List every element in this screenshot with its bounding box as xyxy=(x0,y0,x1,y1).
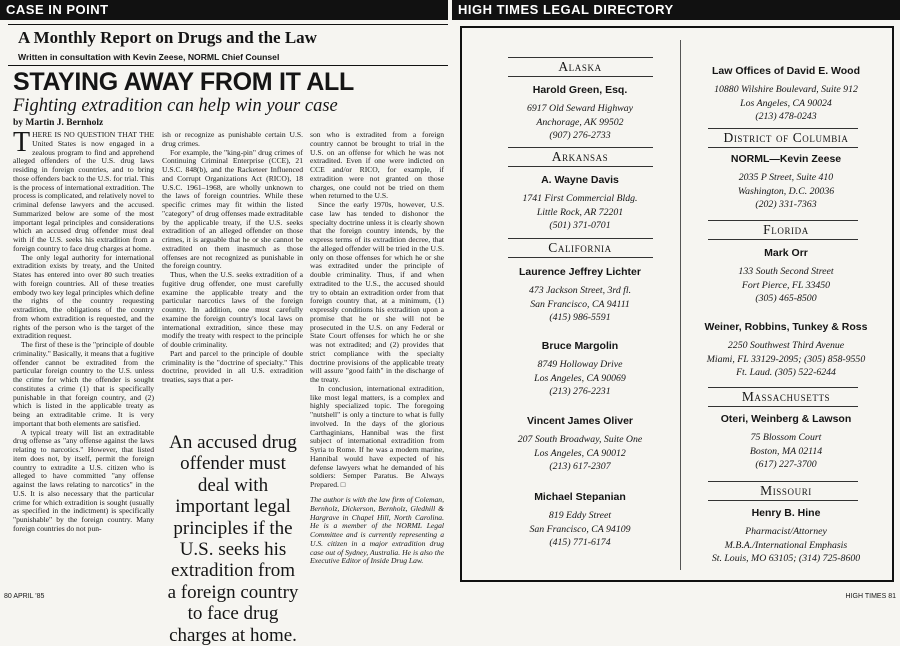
col3-paragraph: Since the early 1970s, however, U.S. case law has tended to dishonor the specialty doctrine unless it is clearly shown that the foreign country intends, by the express terms of its extradition decree, that the alleged offender will be tried in the U.S. only on those offenses for which he or she was extradited under the principle of double criminality. Thus, if and when extradited to the U.S., the accused should try to obtain an extradition order from that foreign country that, at a minimum, (1) expressly conditions his extradition upon a promise that he or she will not be prosecuted in the U.S. on any Federal or State Court offenses for which he or she was not extradited; and (2) provides that strict compliance with the specialty doctrine provisions of the applicable treaty will assure "good faith" in the discharge of the treaty. xyxy=(310,200,444,384)
listing-address: 819 Eddy Street xyxy=(548,510,612,521)
listing-city: Little Rock, AR 72201 xyxy=(536,206,624,218)
listing-mark-orr xyxy=(686,246,886,306)
author-note xyxy=(310,496,444,586)
col2-paragraph: Part and parcel to the principle of double criminality is the "doctrine of specialty." This doctrine, provided in all U.S. extradition treaties, says that a per- xyxy=(162,348,303,384)
state-rule xyxy=(708,220,858,221)
state-rule xyxy=(708,500,858,501)
listing-specialty: M.B.A./International Emphasis xyxy=(724,539,848,551)
listing-name: Harold Green, Esq. xyxy=(532,84,628,96)
listing-name: Vincent James Oliver xyxy=(526,415,634,427)
state-rule xyxy=(508,57,653,58)
listing-phone: (213) 617-2307 xyxy=(549,461,611,472)
col3-paragraph: son who is extradited from a foreign country cannot be brought to trial in the U.S. on an offense for which he was not extradited. Even if one were indicted on CCE and/or RICO, for example, if extradition were not granted on those charges, one could not be tried on them when returned to the U.S. xyxy=(310,130,444,201)
listing-address: 1741 First Commercial Bldg. xyxy=(522,193,638,204)
col3-paragraph: In conclusion, international extradition, like most legal matters, is a complex and highly specialized topic. The foregoing "nutshell" is only a tincture to what is fully involved. In the days of the glorious Carthaginians, Hannibal was the first subject of international extradition from Syria to Rome. If he was a modern marine, Hannibal would have expected of his defense lawyers what he demanded of his soldiers: Semper Paratus. Be Always Prepared. □ xyxy=(310,383,444,489)
state-rule xyxy=(708,481,858,482)
listing-city: Miami, FL 33129-2095; (305) 858-9550 xyxy=(706,353,866,365)
listing-phone: (202) 331-7363 xyxy=(755,199,817,210)
listing-city: San Francisco, CA 94111 xyxy=(530,298,630,310)
listing-phone: (617) 227-3700 xyxy=(755,459,817,470)
listing-phone: (305) 465-8500 xyxy=(755,293,817,304)
article-column-2 xyxy=(162,131,303,431)
folio-left: 80 APRIL '85 xyxy=(4,593,45,600)
report-title: A Monthly Report on Drugs and the Law xyxy=(18,28,317,47)
case-in-point-label: CASE IN POINT xyxy=(6,2,109,17)
listing-phone: (501) 371-0701 xyxy=(549,220,611,231)
listing-harold-green xyxy=(470,83,690,143)
listing-name: Mark Orr xyxy=(764,247,808,259)
listing-name: Bruce Margolin xyxy=(541,340,619,352)
state-rule xyxy=(508,147,653,148)
state-rule xyxy=(708,387,858,388)
listing-city: Washington, D.C. 20036 xyxy=(737,185,835,197)
state-california: California xyxy=(548,240,612,255)
listing-name: Weiner, Robbins, Tunkey & Ross xyxy=(704,321,868,333)
listing-city: Los Angeles, CA 90012 xyxy=(534,447,626,459)
drop-cap: T xyxy=(13,127,31,158)
state-rule xyxy=(708,128,858,129)
listing-address: 8749 Holloway Drive xyxy=(537,359,623,370)
listing-city: Los Angeles, CA 90024 xyxy=(740,97,832,109)
col2-paragraph: Thus, when the U.S. seeks extradition of a fugitive drug offender, one must carefully examine the applicable treaty and the particular narcotics laws of the foreign country. In addition, one must carefully examine the foreign country's local laws on international extradition, since these may modify the treaty with respect to the principle of double criminality. xyxy=(162,270,303,349)
listing-address: 473 Jackson Street, 3rd fl. xyxy=(528,285,632,296)
listing-city: Fort Pierce, FL 33450 xyxy=(741,279,831,291)
listing-address: 6917 Old Seward Highway xyxy=(526,103,634,114)
author-note-text: The author is with the law firm of Coleman, Bernholz, Dickerson, Bernholz, Gledhill & Hargrave in Chapel Hill, North Carolina. He is a member of the NORML Legal Committee and is currently representing a U.S. citizen in a major extradition drug case out of Sydney, Australia. He is also the Executive Editor of Inside Drug Law. xyxy=(310,495,444,566)
listing-weiner-robbins xyxy=(686,320,886,380)
listing-david-wood xyxy=(686,64,886,124)
state-arkansas: Arkansas xyxy=(551,149,609,164)
listing-phone: Ft. Laud. (305) 522-6244 xyxy=(736,367,836,378)
listing-name: Laurence Jeffrey Lichter xyxy=(519,266,641,278)
state-district-of-columbia: District of Columbia xyxy=(723,130,849,145)
pull-quote: An accused drug offender must deal with important legal principles if the U.S. seeks his extradition from a foreign country to face drug charges at home. xyxy=(167,432,299,646)
state-rule xyxy=(508,238,653,239)
listing-city-phone: St. Louis, MO 63105; (314) 725-8600 xyxy=(711,553,861,564)
listing-phone: (415) 771-6174 xyxy=(549,537,611,548)
listing-city: San Francisco, CA 94109 xyxy=(529,523,631,535)
col1-paragraph: HERE IS NO QUESTION THAT THE United States is now engaged in a zealous program to find and apprehend alleged offenders of the U.S. drug laws residing in foreign countries, and to bring those offenders back to the U.S. for trial. This is the process of international extradition. The process is complicated, and relatively novel to criminal defense lawyers and the accused. Summarized below are some of the most important legal principles and considerations which an accused drug offender must deal with if the U.S. seeks his extradition from a foreign country to face drug charges at home. xyxy=(13,130,154,253)
listing-wayne-davis xyxy=(470,173,690,233)
listing-city: Los Angeles, CA 90069 xyxy=(534,372,626,384)
listing-phone: (415) 986-5591 xyxy=(549,312,611,323)
col1-paragraph: A typical treaty will list an extraditable drug offense as "any offense against the laws relating to narcotics." However, that listed item does not, by itself, permit the foreign country to extradite a U.S. citizen who is alleged to have committed "any offense against the laws relating to narcotics" in the U.S. It is also necessary that the particular crime for which extradition is sought (usually as specified in the indictment) is specifically "punishable" by the foreign country. Many foreign countries do not pun- xyxy=(13,427,154,533)
state-rule xyxy=(708,147,858,148)
state-rule xyxy=(508,166,653,167)
listing-oteri xyxy=(686,412,886,472)
listing-margolin xyxy=(470,339,690,399)
listing-name: Law Offices of David E. Wood xyxy=(712,65,860,77)
article-column-3 xyxy=(310,130,444,489)
case-in-point-bar xyxy=(0,0,448,20)
listing-city: Boston, MA 02114 xyxy=(749,445,823,457)
col2-paragraph: For example, the "king-pin" drug crimes of Continuing Criminal Enterprise (CCE), 21 U.S.C. 848(b), and the Racketeer Influenced and Corrupt Organizations Act (RICO), 18 U.S.C. 1961–1968, are wholly unknown to the laws of foreign countries. While these specific crimes may fit within the listed "category" of drug offenses made extraditable by the applicable treaty, if the U.S. seeks extradition of an alleged offender on those crimes, it is arguable that he or she cannot be extradited on them inasmuch as those offenses are not recognized as punishable in the foreign country. xyxy=(162,147,303,271)
article-column-1 xyxy=(13,127,154,585)
listing-address: 133 South Second Street xyxy=(738,266,834,277)
listing-lichter xyxy=(470,265,690,325)
state-rule xyxy=(508,76,653,77)
listing-address: 2250 Southwest Third Avenue xyxy=(727,340,845,351)
legal-directory-label: HIGH TIMES LEGAL DIRECTORY xyxy=(458,2,674,17)
state-rule xyxy=(708,239,858,240)
folio-right: HIGH TIMES 81 xyxy=(845,593,896,600)
col2-paragraph: ish or recognize as punishable certain U.S. drug crimes. xyxy=(162,130,303,148)
state-alaska: Alaska xyxy=(558,59,602,74)
listing-name: A. Wayne Davis xyxy=(541,174,619,186)
listing-oliver xyxy=(470,414,690,474)
state-massachusetts: Massachusetts xyxy=(741,389,831,404)
title-rule xyxy=(8,65,448,66)
listing-address: 10880 Wilshire Boulevard, Suite 912 xyxy=(714,84,858,95)
state-rule xyxy=(708,406,858,407)
legal-directory-bar xyxy=(452,0,900,20)
state-rule xyxy=(508,257,653,258)
listing-address: 207 South Broadway, Suite One xyxy=(517,434,643,445)
byline: by Martin J. Bernholz xyxy=(13,118,104,128)
listing-city: Anchorage, AK 99502 xyxy=(536,116,624,128)
listing-phone: (907) 276-2733 xyxy=(549,130,611,141)
listing-name: NORML—Kevin Zeese xyxy=(730,153,842,165)
listing-address: 75 Blossom Court xyxy=(750,432,822,443)
listing-stepanian xyxy=(470,490,690,550)
state-missouri: Missouri xyxy=(760,483,812,498)
listing-name: Oteri, Weinberg & Lawson xyxy=(720,413,852,425)
listing-phone: (213) 478-0243 xyxy=(755,111,817,122)
headline: STAYING AWAY FROM IT ALL xyxy=(13,68,354,96)
listing-address: 2035 P Street, Suite 410 xyxy=(738,172,834,183)
listing-title: Pharmacist/Attorney xyxy=(745,526,827,537)
state-florida: Florida xyxy=(763,222,809,237)
col1-paragraph: The first of these is the "principle of double criminality." Basically, it means that a fugitive offender cannot be extradited from the particular foreign country to the U.S. unless the crime for which the offender is sought constitutes a crime (1) that is specifically punishable in that foreign country, and (2) which is listed in the applicable treaty as being an extraditable crime. It is very important that both elements are satisfied. xyxy=(13,340,154,428)
listing-name: Michael Stepanian xyxy=(534,491,626,503)
consultation-note: Written in consultation with Kevin Zeese, NORML Chief Counsel xyxy=(18,52,280,62)
col1-paragraph: The only legal authority for international extradition exists by treaty, and the United States has entered into over 80 such treaties with foreign countries. All of these treaties embody two key legal principles which define the rights of the country requesting extradition, the obligations of the country from whom extradition is requested, and the rights of the person who is the target of the extradition request. xyxy=(13,252,154,341)
listing-norml xyxy=(686,152,886,212)
listing-name: Henry B. Hine xyxy=(751,507,821,519)
listing-henry-hine xyxy=(686,506,886,566)
listing-phone: (213) 276-2231 xyxy=(549,386,611,397)
subheadline: Fighting extradition can help win your case xyxy=(13,96,338,116)
top-rule xyxy=(8,24,448,25)
